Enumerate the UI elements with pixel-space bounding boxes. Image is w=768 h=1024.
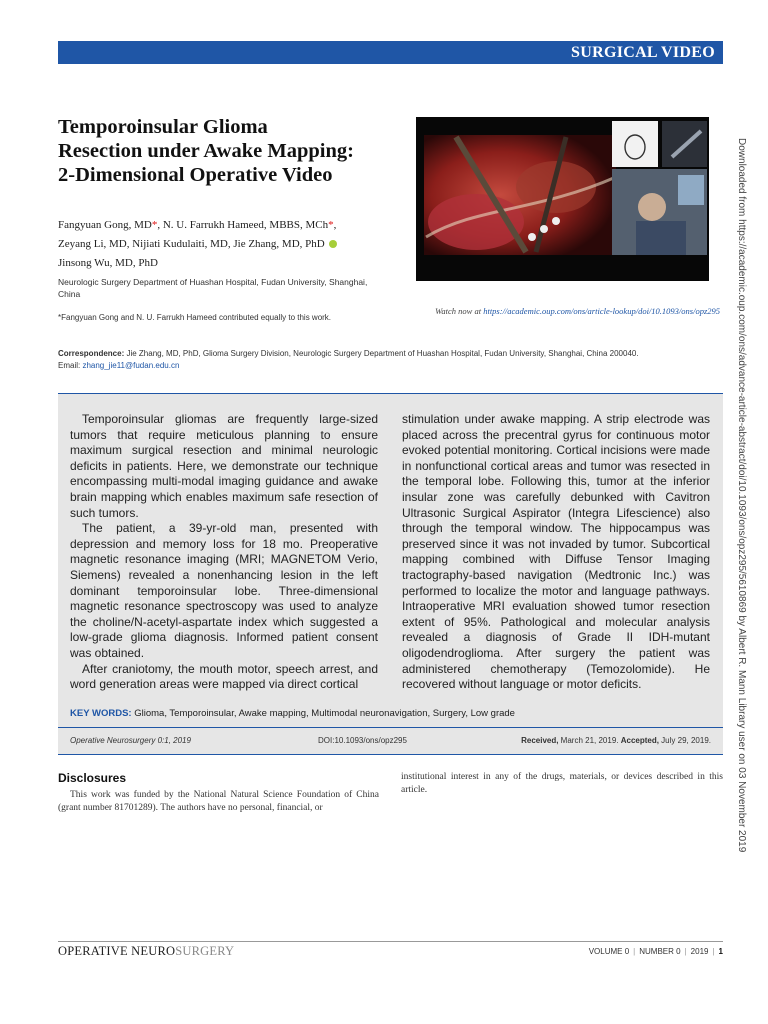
- author-name: Fangyuan Gong, MD: [58, 219, 152, 231]
- video-link[interactable]: https://academic.oup.com/ons/article-lookup/doi/10.1093/ons/opz295: [483, 306, 720, 316]
- abstract-column-left: [70, 412, 378, 693]
- video-still-image: [416, 117, 709, 281]
- abstract-column-right: [402, 412, 710, 693]
- accepted-date: July 29, 2019.: [658, 736, 711, 745]
- orcid-icon[interactable]: [329, 240, 337, 248]
- article-title: [58, 115, 398, 187]
- correspondence-label: Correspondence:: [58, 349, 125, 358]
- title-line: Temporoinsular Glioma: [58, 116, 268, 138]
- footer-page-info: [589, 947, 723, 956]
- abstract-paragraph: Temporoinsular gliomas are frequently large-sized tumors that require meticulous planning to ensure maximum surgical resection and minimal neurologic deficits in patients. Here, we demonstrate our technique encompassing multi-modal imaging guidance and awake brain mapping which enables maximum safe resection of such tumors.: [70, 412, 378, 520]
- footer-separator: |: [684, 947, 687, 956]
- accepted-label: Accepted,: [620, 736, 659, 745]
- author-name: , N. U. Farrukh Hameed, MBBS, MCh: [157, 219, 329, 231]
- author-list: [58, 216, 378, 273]
- page-number: 1: [718, 947, 723, 956]
- footer-divider: [58, 941, 723, 942]
- author-name: Zeyang Li, MD, Nijiati Kudulaiti, MD, Jie Zhang, MD, PhD: [58, 238, 325, 250]
- disclosures-text-left: This work was funded by the National Natural Science Foundation of China (grant number 81701289). The authors have no personal, financial, or: [58, 790, 379, 813]
- abstract-paragraph: After craniotomy, the mouth motor, speech arrest, and word generation areas were mapped via direct cortical: [70, 661, 378, 692]
- abstract-paragraph: The patient, a 39-yr-old man, presented with depression and memory loss for 18 mo. Preoperative magnetic resonance imaging (MRI; MAGNETOM Verio, Siemens) revealed a nonenhancing lesion in the left dominant temporoinsular lobe. Three-dimensional magnetic resonance spectroscopy was used to analyze the choline/N-acetyl-aspartate index which suggested a low-grade glioma diagnosis. Informed patient consent was obtained.: [70, 521, 378, 660]
- email-line: [58, 360, 723, 372]
- keywords-label: KEY WORDS:: [70, 708, 132, 719]
- section-banner: SURGICAL VIDEO: [58, 41, 723, 64]
- keywords: [70, 708, 710, 719]
- journal-name-part: SURGERY: [175, 944, 235, 958]
- correspondence: [58, 348, 723, 372]
- email-link[interactable]: zhang_jie11@fudan.edu.cn: [82, 361, 180, 370]
- footer-number: NUMBER 0: [639, 947, 681, 956]
- correspondence-text: Jie Zhang, MD, PhD, Glioma Surgery Division, Neurologic Surgery Department of Huashan Hospital, Fudan University, Shanghai, China 200040.: [124, 349, 639, 358]
- affiliation: Neurologic Surgery Department of Huashan Hospital, Fudan University, Shanghai, China: [58, 277, 368, 299]
- footer-separator: |: [633, 947, 636, 956]
- download-side-note: Downloaded from https://academic.oup.com/ons/advance-article-abstract/doi/10.1093/ons/opz295/5610869 by Albert R. Mann Library user on 03 November 2019: [736, 138, 747, 853]
- author-line: Jinsong Wu, MD, PhD: [58, 257, 158, 269]
- abstract-box: [58, 393, 723, 754]
- video-thumbnail[interactable]: [416, 117, 709, 281]
- received-date: March 21, 2019.: [558, 736, 621, 745]
- keywords-list: Glioma, Temporoinsular, Awake mapping, Multimodal neuronavigation, Surgery, Low grade: [131, 708, 515, 719]
- journal-citation: Operative Neurosurgery 0:1, 2019: [70, 736, 191, 745]
- author-line: [58, 235, 378, 254]
- video-watch-note: [320, 306, 720, 316]
- abstract-paragraph: stimulation under awake mapping. A strip electrode was placed across the precentral gyrus for continuous motor evoked potential monitoring. Cortical incisions were made in nonfunctional cortical areas and tumor was resected in the temporal lobe. Following this, tumor at the inferior insular zone was carefully debunked with Cavitron Ultrasonic Surgical Aspirator (Integra Lifescience) also through the temporal window. The hippocampus was preserved since it was not invaded by tumor. Subcortical mapping combined with Diffuse Tensor Imaging tractography-based navigation (Medtronic Inc.) was performed to localize the motor and language pathways. Intraoperative MRI evaluation showed tumor resection extent of 95%. Pathological and molecular analysis revealed a diagnosis of Grade II IDH-mutant oligodendroglioma. After surgery the patient was administered chemotherapy (Temozolomide). He recovered without language or motor deficits.: [402, 412, 710, 692]
- journal-name-part: OPERATIVE NEURO: [58, 944, 176, 958]
- watch-prefix: Watch now at: [435, 306, 484, 316]
- footer-journal-name: [58, 944, 234, 959]
- equal-contribution-mark: *: [328, 219, 334, 231]
- equal-contribution-mark: *: [151, 219, 158, 231]
- email-label: Email:: [58, 361, 83, 370]
- title-line: 2-Dimensional Operative Video: [58, 164, 333, 186]
- doi[interactable]: DOI:10.1093/ons/opz295: [318, 736, 407, 745]
- disclosures-heading: Disclosures: [58, 771, 127, 785]
- footer-separator: |: [712, 947, 715, 956]
- title-line: Resection under Awake Mapping:: [58, 140, 354, 162]
- author-line: [58, 216, 378, 235]
- footer-volume: VOLUME 0: [588, 947, 630, 956]
- received-label: Received,: [521, 736, 559, 745]
- footer-year: 2019: [690, 947, 709, 956]
- disclosures-text-right: institutional interest in any of the drugs, materials, or devices described in this article.: [401, 772, 723, 795]
- correspondence-line: [58, 348, 723, 360]
- article-meta-bar: [58, 727, 723, 755]
- article-dates: [521, 736, 711, 745]
- author-sep: ,: [333, 219, 337, 231]
- contribution-note: *Fangyuan Gong and N. U. Farrukh Hameed contributed equally to this work.: [58, 313, 332, 322]
